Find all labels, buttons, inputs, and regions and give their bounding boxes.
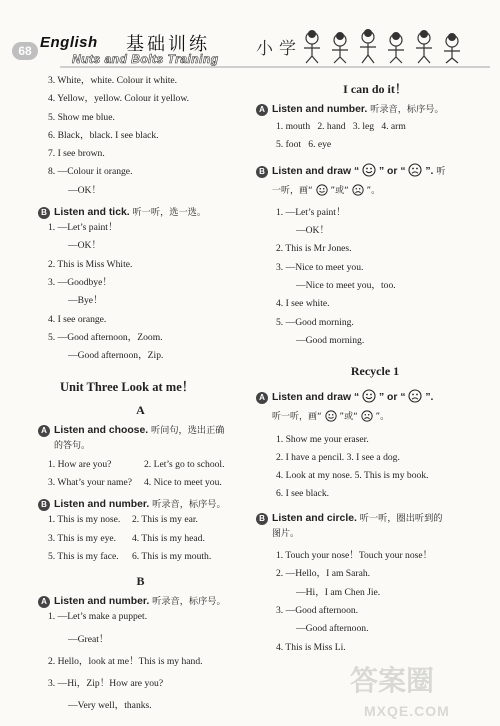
list-item: —Nice to meet you，too. — [296, 280, 396, 292]
list-item: 1. Touch your nose！Touch your nose！ — [276, 550, 433, 562]
section-title: Listen and number. — [272, 104, 368, 115]
instruction-text: 一听，画“ — [272, 185, 313, 196]
section-title-chinese: 听一听，圈出听到的 — [359, 512, 443, 524]
smiley-face-icon — [362, 163, 376, 177]
section-title: Listen and number. — [54, 499, 150, 511]
list-item: 5. —Good morning. — [276, 316, 354, 328]
list-item: 1. —Let’s paint！ — [276, 206, 346, 218]
list-item: 7. I see brown. — [48, 148, 105, 160]
list-row — [48, 548, 243, 566]
list-item: 2. This is Mr Jones. — [276, 243, 352, 255]
section-list — [38, 511, 243, 566]
list-row — [276, 118, 494, 136]
list-item: 6. This is my mouth. — [132, 550, 212, 562]
list-item: 3. What’s your name? — [48, 477, 133, 489]
list-item: 4. I see orange. — [48, 313, 107, 325]
section-title-part: ”. — [425, 392, 434, 404]
part-label: B — [136, 574, 145, 589]
section-list — [256, 204, 494, 350]
list-item: —OK！ — [296, 225, 330, 237]
list-item: 3. leg — [352, 121, 375, 132]
list-item: 2. This is my ear. — [132, 514, 198, 526]
list-item: —Good afternoon，Zip. — [68, 350, 164, 362]
instruction-text: 听一听，画“ — [272, 412, 322, 423]
list-item: 3. This is my eye. — [48, 532, 117, 544]
list-item: 3. —Good afternoon. — [276, 604, 359, 616]
watermark-logo — [344, 656, 494, 722]
watermark-text: 答案圈 — [350, 664, 435, 697]
section-list — [256, 431, 494, 504]
section-title-part: Listen and draw “ — [272, 392, 360, 404]
section-heading — [256, 510, 494, 525]
section-badge: B — [38, 207, 50, 219]
list-item: 3. White，white. Colour it white. — [48, 75, 178, 86]
sad-face-icon — [361, 410, 373, 422]
section-title-chinese-cont: 的答句。 — [54, 441, 91, 452]
section-list — [38, 219, 243, 365]
instruction-text: ”或“ — [339, 412, 358, 423]
section-title-part: Listen and draw “ — [272, 165, 360, 177]
list-item: —Bye！ — [68, 295, 103, 307]
list-item: 4. Look at my nose. 5. This is my book. — [276, 470, 429, 482]
instruction-text: ”或“ — [330, 185, 349, 196]
section-title: Listen and circle. — [272, 512, 357, 524]
list-item: 4. Nice to meet you. — [144, 477, 222, 489]
list-item: 1. —Let’s paint！ — [48, 222, 118, 234]
list-item: 5. Show me blue. — [48, 111, 115, 123]
list-item: —OK！ — [68, 240, 102, 252]
section-title-chinese: 听录音，标序号。 — [370, 104, 444, 115]
smiley-face-icon — [362, 389, 376, 403]
list-item: —Good afternoon. — [296, 623, 369, 635]
left-column — [38, 72, 243, 716]
section-title-part: ” or “ — [378, 392, 406, 404]
list-row — [48, 456, 243, 474]
sad-face-icon — [408, 163, 422, 177]
list-row — [48, 474, 243, 492]
list-row — [48, 530, 243, 548]
list-item: 5. foot — [276, 139, 302, 151]
smiley-face-icon — [325, 410, 337, 422]
section-title-chinese-cont — [256, 182, 494, 200]
list-item: 2. This is Miss White. — [48, 258, 133, 270]
list-item: 1. How are you? — [48, 458, 112, 470]
list-item: 2. hand — [317, 121, 346, 132]
section-list — [38, 608, 243, 715]
section-title-part: ”. — [425, 165, 434, 177]
section-badge: B — [256, 513, 268, 525]
list-row — [276, 136, 494, 154]
kids-illustration-icon — [300, 28, 470, 64]
section-title-chinese: 听 — [436, 165, 446, 177]
section-heading — [38, 422, 243, 437]
list-item: 4. arm — [381, 121, 406, 132]
sad-face-icon — [352, 184, 364, 196]
list-item: 4. I see white. — [276, 298, 330, 310]
section-list — [256, 118, 494, 155]
section-badge: B — [38, 499, 50, 511]
list-item: 1. —Let’s make a puppet. — [48, 611, 148, 623]
section-title-part: ” or “ — [378, 165, 406, 177]
list-item: —Great！ — [68, 633, 109, 645]
book-subtitle: Nuts and Bolts Training — [72, 52, 219, 66]
list-item: —OK！ — [68, 184, 102, 196]
section-title: Listen and number. — [54, 596, 150, 608]
list-item: 5. —Good afternoon，Zoom. — [48, 331, 163, 343]
list-item: 4. Yellow，yellow. Colour it yellow. — [48, 93, 190, 105]
section-badge: B — [256, 166, 268, 178]
book-title-chinese: 基础训练 — [126, 34, 210, 55]
list-item: —Very well，thanks. — [68, 700, 152, 712]
list-item: 6. I see black. — [276, 488, 330, 500]
instruction-text: ”。 — [375, 412, 390, 423]
list-item: 2. —Hello，I am Sarah. — [276, 568, 371, 580]
section-heading — [256, 389, 494, 404]
unit-title: Unit Three Look at me！ — [60, 380, 195, 395]
section-title-chinese-cont — [256, 408, 494, 426]
book-title-english: English — [40, 34, 98, 51]
header-divider — [60, 66, 490, 68]
section-badge: A — [256, 104, 268, 116]
section-badge: A — [256, 392, 268, 404]
page-number: 68 — [12, 42, 38, 60]
section-title-chinese: 听录音，标序号。 — [152, 499, 226, 511]
section-heading — [38, 496, 243, 511]
list-item: 1. This is my nose. — [48, 514, 121, 526]
sad-face-icon — [408, 389, 422, 403]
list-item: 4. This is my head. — [132, 532, 205, 544]
list-item: 2. Hello，look at me！This is my hand. — [48, 655, 203, 667]
list-row — [48, 511, 243, 529]
section-heading — [38, 204, 243, 219]
list-item: 6. eye — [308, 139, 332, 151]
list-item: 1. Show me your eraser. — [276, 433, 369, 445]
left-top-list — [38, 72, 243, 200]
list-item: —Hi，I am Chen Jie. — [296, 586, 381, 598]
section-title: Listen and tick. — [54, 207, 130, 219]
section-list — [256, 547, 494, 657]
list-item: 3. —Hi，Zip！How are you? — [48, 678, 164, 690]
list-item: 8. —Colour it orange. — [48, 166, 133, 178]
instruction-text: ”。 — [366, 185, 381, 196]
section-main-heading: Recycle 1 — [350, 364, 400, 379]
section-title: Listen and choose. — [54, 425, 149, 437]
list-item: 6. Black，black. I see black. — [48, 129, 159, 141]
book-level: 小学 — [256, 39, 302, 59]
list-item: —Good morning. — [296, 334, 365, 346]
section-title-chinese-cont: 图片。 — [272, 528, 300, 539]
list-item: 3. —Goodbye！ — [48, 276, 112, 288]
section-title-chinese: 听一听，选一选。 — [132, 207, 207, 219]
list-item: 3. —Nice to meet you. — [276, 261, 364, 273]
section-badge: A — [38, 425, 50, 437]
page-header — [0, 0, 500, 72]
smiley-face-icon — [316, 184, 328, 196]
section-list — [38, 456, 243, 493]
list-item: 2. Let’s go to school. — [144, 458, 225, 470]
section-heading — [256, 101, 494, 116]
right-column — [256, 72, 494, 657]
list-item: 1. mouth — [276, 121, 311, 132]
section-heading — [256, 163, 494, 178]
section-badge: A — [38, 596, 50, 608]
part-label: A — [136, 403, 145, 418]
section-heading — [38, 593, 243, 608]
list-item: 5. This is my face. — [48, 550, 119, 562]
list-item: 4. This is Miss Li. — [276, 641, 346, 653]
list-item: 2. I have a pencil. 3. I see a dog. — [276, 451, 400, 463]
watermark-url: MXQE.COM — [364, 703, 450, 719]
section-main-heading: I can do it！ — [343, 82, 407, 96]
section-title-chinese: 听问句，选出正确 — [151, 425, 225, 437]
section-title-chinese: 听录音，标序号。 — [152, 596, 226, 608]
